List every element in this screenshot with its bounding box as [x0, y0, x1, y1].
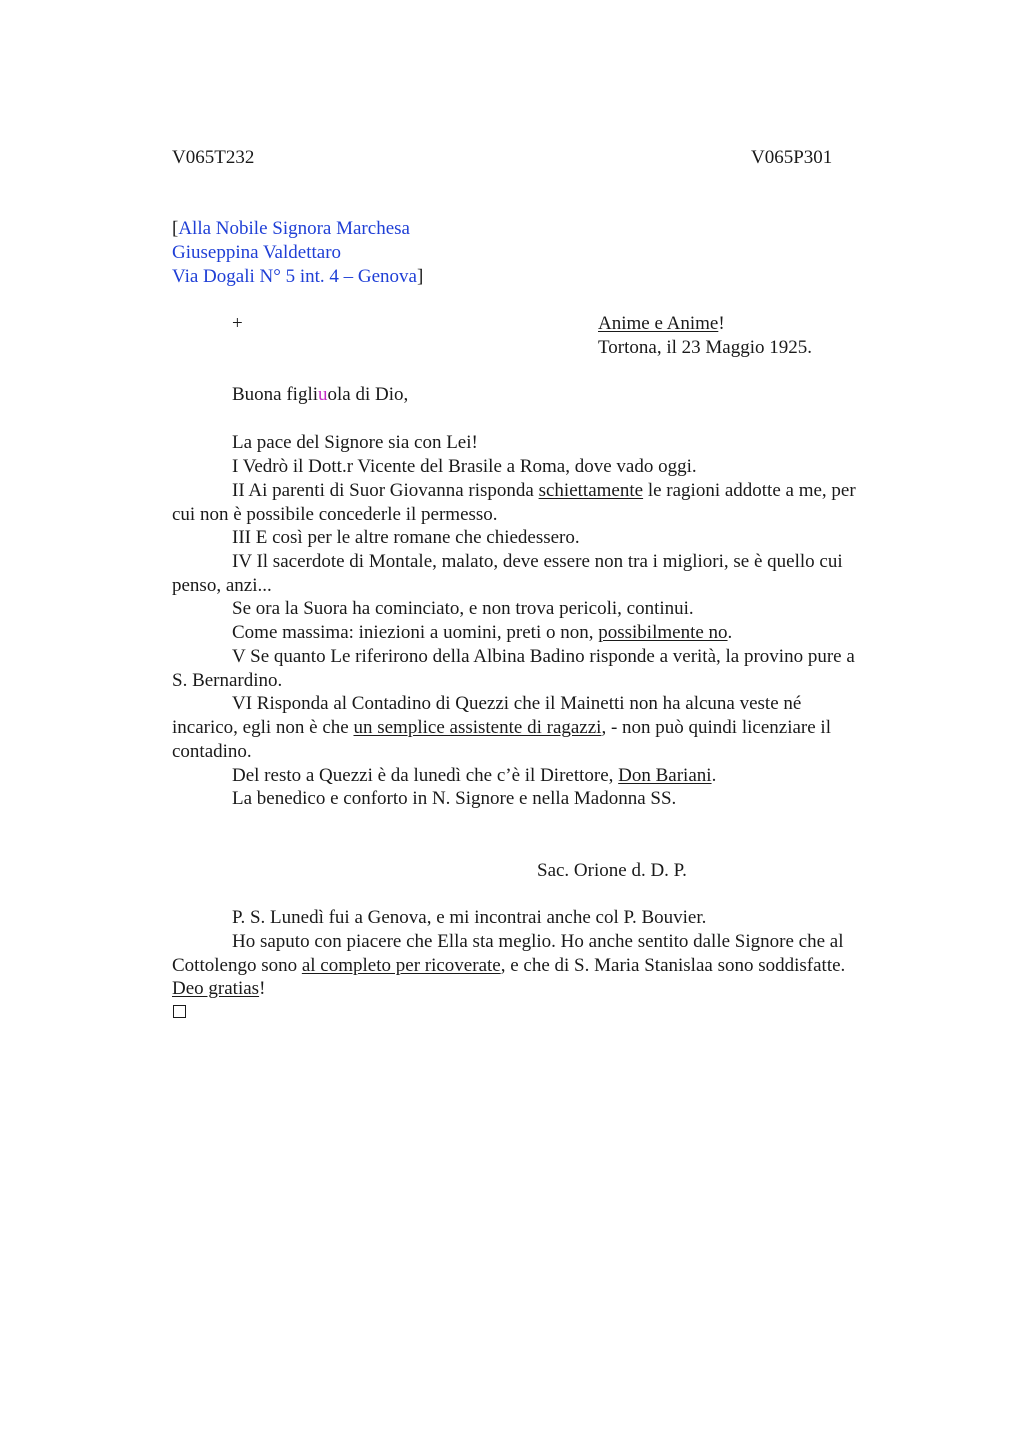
address-line-2: Giuseppina Valdettaro	[172, 242, 342, 263]
address-line-1: [Alla Nobile Signora Marchesa	[172, 218, 410, 239]
body-line: contadino.	[172, 741, 252, 762]
body-line: S. Bernardino.	[172, 670, 283, 691]
postscript-line: Ho saputo con piacere che Ella sta meglio. Ho anche sentito dalle Signore che al	[232, 931, 844, 952]
body-line: II Ai parenti di Suor Giovanna risponda schiettamente le ragioni addotte a me, per	[232, 480, 856, 501]
cross-mark: +	[232, 313, 243, 334]
body-line: VI Risponda al Contadino di Quezzi che il Mainetti non ha alcuna veste né	[232, 693, 802, 714]
address-line-3: Via Dogali N° 5 int. 4 – Genova]	[172, 266, 424, 287]
motto: Anime e Anime!	[598, 313, 725, 334]
body-line: III E così per le altre romane che chiedessero.	[232, 527, 580, 548]
signature: Sac. Orione d. D. P.	[537, 860, 687, 881]
body-line: Se ora la Suora ha cominciato, e non trova pericoli, continui.	[232, 598, 694, 619]
body-line: Del resto a Quezzi è da lunedì che c’è il Direttore, Don Bariani.	[232, 765, 717, 786]
body-line: Come massima: iniezioni a uomini, preti o non, possibilmente no.	[232, 622, 733, 643]
postscript-line: P. S. Lunedì fui a Genova, e mi incontrai anche col P. Bouvier.	[232, 907, 707, 928]
document-code-left: V065T232	[172, 147, 255, 168]
body-line: cui non è possibile concederle il permesso.	[172, 504, 498, 525]
document-code-right: V065P301	[751, 147, 833, 168]
body-line: La pace del Signore sia con Lei!	[232, 432, 478, 453]
body-line: La benedico e conforto in N. Signore e nella Madonna SS.	[232, 788, 677, 809]
place-date: Tortona, il 23 Maggio 1925.	[598, 337, 812, 358]
postscript-line: Cottolengo sono al completo per ricoverate, e che di S. Maria Stanislaa sono soddisfatte.	[172, 955, 846, 976]
body-line: V Se quanto Le riferirono della Albina Badino risponde a verità, la provino pure a	[232, 646, 855, 667]
salutation: Buona figliuola di Dio,	[232, 384, 409, 405]
body-line: I Vedrò il Dott.r Vicente del Brasile a Roma, dove vado oggi.	[232, 456, 697, 477]
body-line: incarico, egli non è che un semplice assistente di ragazzi, - non può quindi licenziare il	[172, 717, 831, 738]
body-line: penso, anzi...	[172, 575, 272, 596]
postscript-line: Deo gratias!	[172, 978, 266, 999]
checkbox-square-icon	[173, 1005, 186, 1018]
body-line: IV Il sacerdote di Montale, malato, deve essere non tra i migliori, se è quello cui	[232, 551, 843, 572]
